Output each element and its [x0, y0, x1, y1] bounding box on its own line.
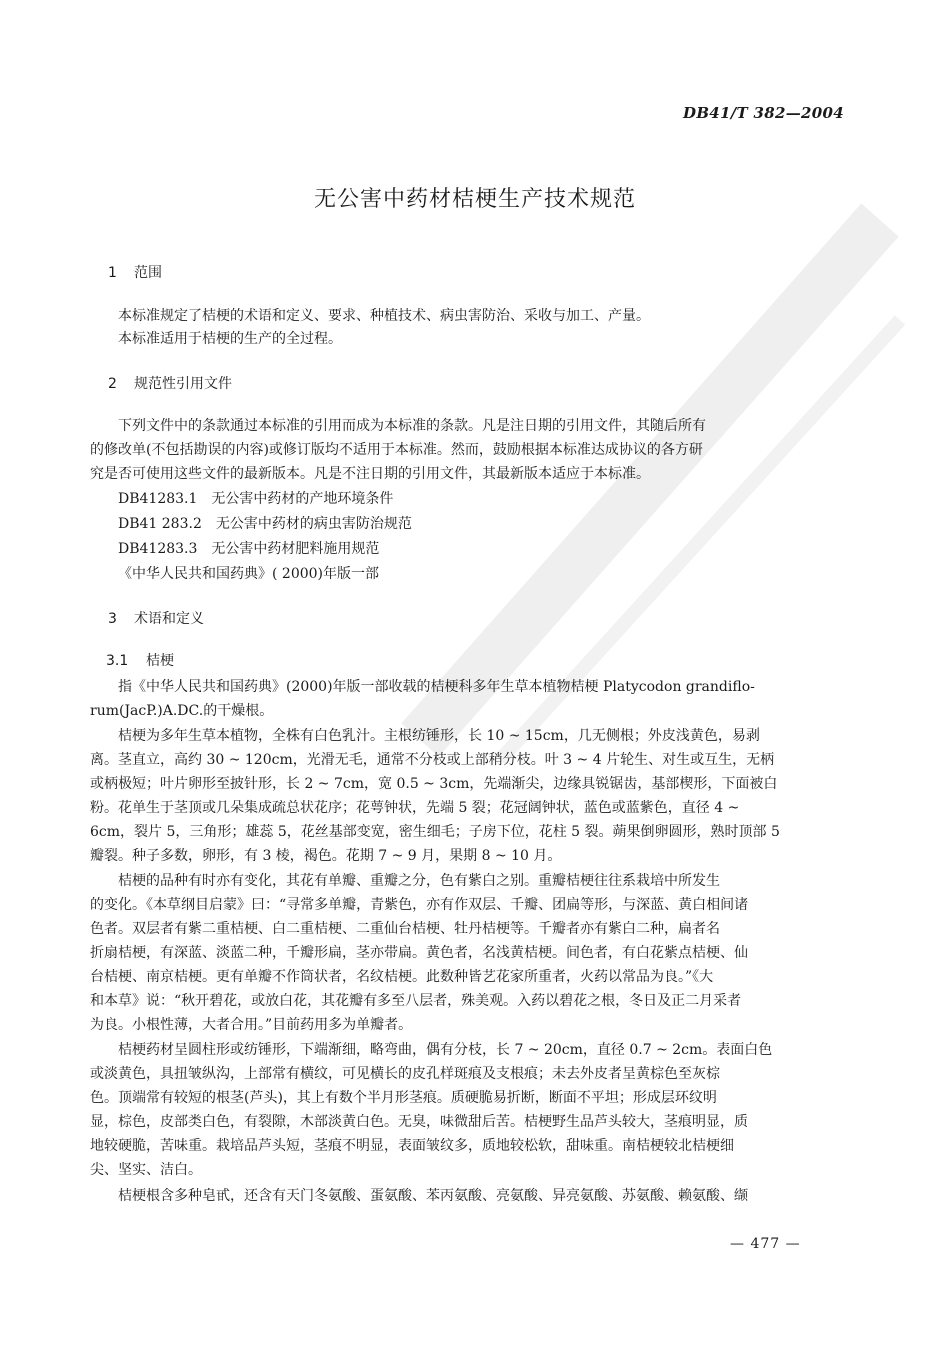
text-line: 台桔梗、南京桔梗。更有单瓣不作筒状者，名纹桔梗。此数种皆艺花家所重者，火药以常品为良。”《大: [90, 969, 714, 985]
paragraph: 本标准适用于桔梗的生产的全过程。: [118, 331, 342, 347]
text-line: 桔梗为多年生草本植物，全株有白色乳汁。主根纺锤形，长 10 ~ 15cm，几无侧根；外皮浅黄色，易剥: [118, 728, 760, 744]
text-line: 地较硬脆，苦味重。栽培品芦头短，茎痕不明显，表面皱纹多，质地较松软，甜味重。南桔梗较北桔梗细: [90, 1138, 734, 1154]
text-line: 桔梗药材呈圆柱形或纺锤形，下端渐细，略弯曲，偶有分枝，长 7 ~ 20cm，直径 0.7 ~ 2cm。表面白色: [118, 1042, 773, 1058]
section-number: 3: [108, 611, 117, 627]
text-line: 究是否可使用这些文件的最新版本。凡是不注日期的引用文件，其最新版本适应于本标准。: [90, 466, 650, 482]
reference-item: DB41283.1 无公害中药材的产地环境条件: [118, 491, 394, 507]
section-title: 术语和定义: [134, 611, 204, 627]
text-line: 和本草》说：“秋开碧花，或放白花，其花瓣有多至八层者，殊美观。入药以碧花之根，冬日及正二月采者: [90, 993, 742, 1009]
text-line: 瓣裂。种子多数，卵形，有 3 棱，褐色。花期 7 ~ 9 月，果期 8 ~ 10 月。: [90, 848, 562, 864]
text-line: 的修改单(不包括勘误的内容)或修订版均不适用于本标准。然而，鼓励根据本标准达成协议的各方研: [90, 442, 703, 458]
section-title: 规范性引用文件: [134, 376, 232, 392]
reference-item: 《中华人民共和国药典》( 2000)年版一部: [118, 566, 380, 582]
text-line: 桔梗的品种有时亦有变化，其花有单瓣、重瓣之分，色有紫白之别。重瓣桔梗往往系栽培中所发生: [118, 873, 720, 889]
text-line: 折扇桔梗，有深蓝、淡蓝二种，千瓣形扁，茎亦带扁。黄色者，名浅黄桔梗。间色者，有白花紫点桔梗、仙: [90, 945, 748, 961]
section-1-heading: [108, 262, 162, 282]
text-line: 桔梗根含多种皂甙，还含有天门冬氨酸、蛋氨酸、苯丙氨酸、亮氨酸、异亮氨酸、苏氨酸、赖氨酸、缬: [118, 1188, 748, 1204]
reference-item: DB41283.3 无公害中药材肥料施用规范: [118, 541, 380, 557]
section-2-heading: [108, 373, 232, 393]
text-line: 指《中华人民共和国药典》(2000)年版一部收载的桔梗科多年生草本植物桔梗 Platycodon grandiflo-: [118, 679, 755, 695]
text-line: 色者。双层者有紫二重桔梗、白二重桔梗、二重仙台桔梗、牡丹桔梗等。千瓣者亦有紫白二种，扁者名: [90, 921, 720, 937]
text-line: 色。顶端常有较短的根茎(芦头)，其上有数个半月形茎痕。质硬脆易折断，断面不平坦；形成层环纹明: [90, 1090, 717, 1106]
page-number: — 477 —: [730, 1236, 801, 1252]
subsection-title: 桔梗: [146, 653, 174, 669]
section-3-heading: [108, 608, 204, 628]
standard-code: DB41/T 382—2004: [683, 104, 844, 122]
subsection-number: 3.1: [106, 653, 129, 669]
section-number: 1: [108, 265, 117, 281]
text-line: 离。茎直立，高约 30 ~ 120cm，光滑无毛，通常不分枝或上部稍分枝。叶 3 ~ 4 片轮生、对生或互生，无柄: [90, 752, 775, 768]
subsection-3-1-heading: [106, 650, 174, 670]
text-line: 下列文件中的条款通过本标准的引用而成为本标准的条款。凡是注日期的引用文件，其随后所有: [118, 418, 706, 434]
text-line: rum(JacP.)A.DC.的干燥根。: [90, 703, 274, 719]
text-line: 为良。小根性薄，大者合用。”目前药用多为单瓣者。: [90, 1017, 413, 1033]
paragraph: 本标准规定了桔梗的术语和定义、要求、种植技术、病虫害防治、采收与加工、产量。: [118, 308, 650, 324]
text-line: 显，棕色，皮部类白色，有裂隙，木部淡黄白色。无臭，味微甜后苦。桔梗野生品芦头较大，茎痕明显，质: [90, 1114, 748, 1130]
text-line: 或柄极短；叶片卵形至披针形，长 2 ~ 7cm，宽 0.5 ~ 3cm，先端渐尖，边缘具锐锯齿，基部楔形，下面被白: [90, 776, 778, 792]
reference-item: DB41 283.2 无公害中药材的病虫害防治规范: [118, 516, 412, 532]
document-title: 无公害中药材桔梗生产技术规范: [313, 187, 636, 212]
text-line: 粉。花单生于茎顶或几朵集成疏总状花序；花萼钟状，先端 5 裂；花冠阔钟状，蓝色或蓝紫色，直径 4 ~: [90, 800, 740, 816]
text-line: 尖、坚实、洁白。: [90, 1162, 202, 1178]
section-number: 2: [108, 376, 117, 392]
text-line: 的变化。《本草纲目启蒙》曰：“寻常多单瓣，青紫色，亦有作双层、千瓣、团扁等形，与深蓝、黄白相间诸: [90, 897, 749, 913]
section-title: 范围: [134, 265, 162, 281]
text-line: 6cm，裂片 5，三角形；雄蕊 5，花丝基部变宽，密生细毛；子房下位，花柱 5 裂。蒴果倒卵圆形，熟时顶部 5: [90, 824, 780, 840]
text-line: 或淡黄色，具扭皱纵沟，上部常有横纹，可见横长的皮孔样斑痕及支根痕；未去外皮者呈黄棕色至灰棕: [90, 1066, 720, 1082]
